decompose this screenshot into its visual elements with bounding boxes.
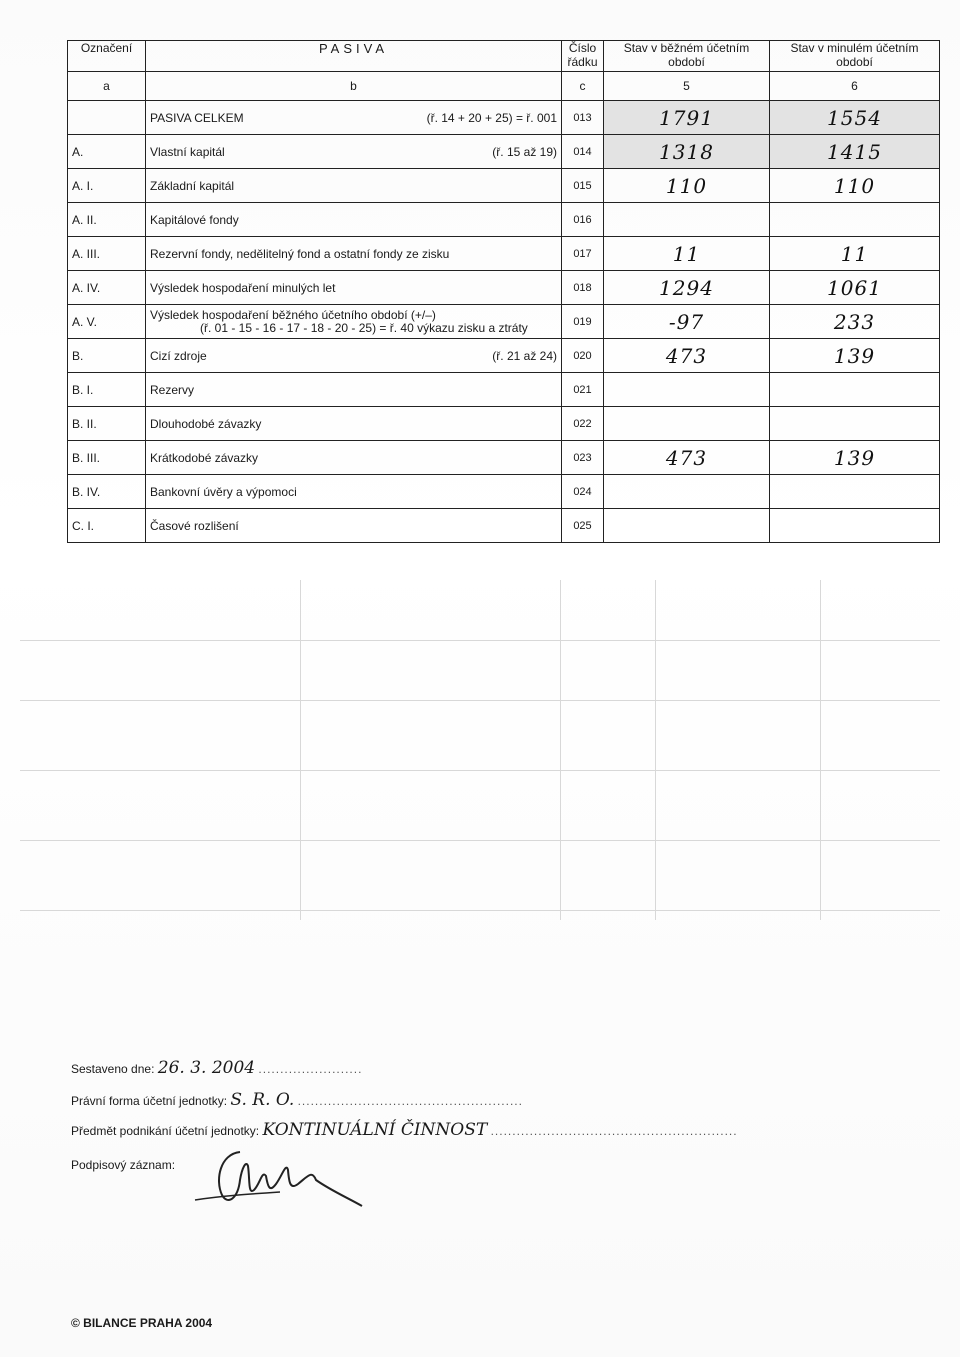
row-name (146, 441, 562, 475)
business-line (71, 1120, 738, 1140)
row-code: 020 (562, 339, 604, 373)
header-row-number-letter: c (562, 72, 604, 101)
row-formula: (ř. 21 až 24) (492, 348, 557, 363)
row-code: 025 (562, 509, 604, 543)
header-current-period: Stav v běžném účetním období (604, 41, 770, 72)
signature-label: Podpisový záznam: (71, 1158, 176, 1172)
row-previous-value: 1554 (770, 101, 940, 135)
row-designation: B. I. (68, 373, 146, 407)
header-current-period-num: 5 (604, 72, 770, 101)
bleed-through-line (820, 580, 821, 920)
business-value: KONTINUÁLNÍ ČINNOST (262, 1120, 488, 1140)
row-name-text: Výsledek hospodaření minulých let (150, 280, 336, 295)
row-designation: A. V. (68, 305, 146, 339)
row-designation: A. I. (68, 169, 146, 203)
row-previous-value: 1061 (770, 271, 940, 305)
copyright-text: © BILANCE PRAHA 2004 (71, 1316, 213, 1330)
row-name-text: Rezervní fondy, nedělitelný fond a ostatní fondy ze zisku (150, 246, 450, 261)
row-current-value: 1318 (604, 135, 770, 169)
row-code: 022 (562, 407, 604, 441)
dotted-fill: ......................................................... (490, 1124, 738, 1138)
row-designation: A. II. (68, 203, 146, 237)
table-row (68, 271, 940, 305)
row-previous-value: 110 (770, 169, 940, 203)
bleed-through-line (20, 770, 940, 771)
row-name (146, 373, 562, 407)
dotted-fill: ........................ (258, 1062, 363, 1076)
row-code: 014 (562, 135, 604, 169)
row-code: 023 (562, 441, 604, 475)
row-name (146, 101, 562, 135)
row-name (146, 203, 562, 237)
row-name-text: Časové rozlišení (150, 518, 239, 533)
row-name-text: Základní kapitál (150, 178, 235, 193)
header-row-number: Číslo řádku (562, 41, 604, 72)
legal-form-label: Právní forma účetní jednotky: (71, 1094, 228, 1108)
table-row (68, 101, 940, 135)
row-name-text: Dlouhodobé závazky (150, 416, 262, 431)
row-current-value (604, 203, 770, 237)
row-name-text: Kapitálové fondy (150, 212, 239, 227)
compiled-label: Sestaveno dne: (71, 1062, 155, 1076)
row-previous-value: 233 (770, 305, 940, 339)
row-designation: C. I. (68, 509, 146, 543)
header-previous-period-num: 6 (770, 72, 940, 101)
row-previous-value: 11 (770, 237, 940, 271)
table-header-row (68, 41, 940, 72)
row-previous-value: 139 (770, 339, 940, 373)
row-designation: B. III. (68, 441, 146, 475)
business-label: Předmět podnikání účetní jednotky: (71, 1124, 260, 1138)
table-row (68, 305, 940, 339)
row-current-value (604, 475, 770, 509)
row-designation: B. II. (68, 407, 146, 441)
row-previous-value (770, 509, 940, 543)
row-designation (68, 101, 146, 135)
row-name (146, 475, 562, 509)
row-code: 016 (562, 203, 604, 237)
row-code: 018 (562, 271, 604, 305)
header-previous-period: Stav v minulém účetním období (770, 41, 940, 72)
dotted-fill: .................................................... (297, 1094, 523, 1108)
row-current-value: 1791 (604, 101, 770, 135)
row-previous-value (770, 407, 940, 441)
row-name (146, 339, 562, 373)
legal-form-value: S. R. O. (230, 1090, 295, 1110)
row-current-value: 1294 (604, 271, 770, 305)
signature-line (71, 1158, 175, 1172)
bleed-through-line (20, 700, 940, 701)
row-name-text: Vlastní kapitál (150, 144, 225, 159)
row-previous-value (770, 203, 940, 237)
row-current-value (604, 407, 770, 441)
bleed-through-line (300, 580, 301, 920)
row-code: 017 (562, 237, 604, 271)
row-name (146, 271, 562, 305)
row-previous-value (770, 373, 940, 407)
bleed-through-line (20, 910, 940, 911)
row-name-text: Výsledek hospodaření běžného účetního období (+/–) (150, 307, 436, 322)
row-name-formula-line: (ř. 01 - 15 - 16 - 17 - 18 - 20 - 25) = ř. 40 výkazu zisku a ztráty (200, 320, 528, 335)
row-previous-value: 1415 (770, 135, 940, 169)
table-row (68, 203, 940, 237)
header-designation-letter: a (68, 72, 146, 101)
row-current-value (604, 509, 770, 543)
row-name-text: Bankovní úvěry a výpomoci (150, 484, 297, 499)
compiled-date-line (71, 1058, 362, 1078)
row-designation: B. IV. (68, 475, 146, 509)
table-row (68, 135, 940, 169)
table-row (68, 373, 940, 407)
table-row (68, 509, 940, 543)
row-code: 024 (562, 475, 604, 509)
table-body (68, 101, 940, 543)
row-code: 013 (562, 101, 604, 135)
table-row (68, 407, 940, 441)
header-title-letter: b (146, 72, 562, 101)
bleed-through-line (655, 580, 656, 920)
row-designation: A. IV. (68, 271, 146, 305)
row-code: 019 (562, 305, 604, 339)
row-name (146, 509, 562, 543)
row-code: 021 (562, 373, 604, 407)
row-name (146, 169, 562, 203)
row-designation: B. (68, 339, 146, 373)
row-formula: (ř. 15 až 19) (492, 144, 557, 159)
row-current-value (604, 373, 770, 407)
row-current-value: 11 (604, 237, 770, 271)
row-name-text: Cizí zdroje (150, 348, 207, 363)
table-row (68, 339, 940, 373)
row-name (146, 135, 562, 169)
row-name-text: Rezervy (150, 382, 195, 397)
liabilities-table (67, 40, 940, 543)
legal-form-line (71, 1090, 523, 1110)
row-designation: A. III. (68, 237, 146, 271)
row-designation: A. (68, 135, 146, 169)
row-current-value: 110 (604, 169, 770, 203)
row-current-value: 473 (604, 441, 770, 475)
row-current-value: 473 (604, 339, 770, 373)
bleed-through-line (560, 580, 561, 920)
table-row (68, 169, 940, 203)
row-formula: (ř. 14 + 20 + 25) = ř. 001 (426, 110, 557, 125)
bleed-through-line (20, 640, 940, 641)
row-name (146, 305, 562, 339)
row-name (146, 407, 562, 441)
table-row (68, 237, 940, 271)
table-row (68, 475, 940, 509)
header-title: PASIVA (146, 41, 562, 72)
row-code: 015 (562, 169, 604, 203)
table-row (68, 441, 940, 475)
header-designation: Označení (68, 41, 146, 72)
row-name-text: Krátkodobé závazky (150, 450, 259, 465)
row-previous-value: 139 (770, 441, 940, 475)
bleed-through-line (20, 840, 940, 841)
row-previous-value (770, 475, 940, 509)
handwritten-signature (190, 1140, 370, 1215)
row-name-text: PASIVA CELKEM (150, 110, 244, 125)
row-name (146, 237, 562, 271)
compiled-value: 26. 3. 2004 (157, 1058, 256, 1078)
row-current-value: -97 (604, 305, 770, 339)
table-header-index-row (68, 72, 940, 101)
